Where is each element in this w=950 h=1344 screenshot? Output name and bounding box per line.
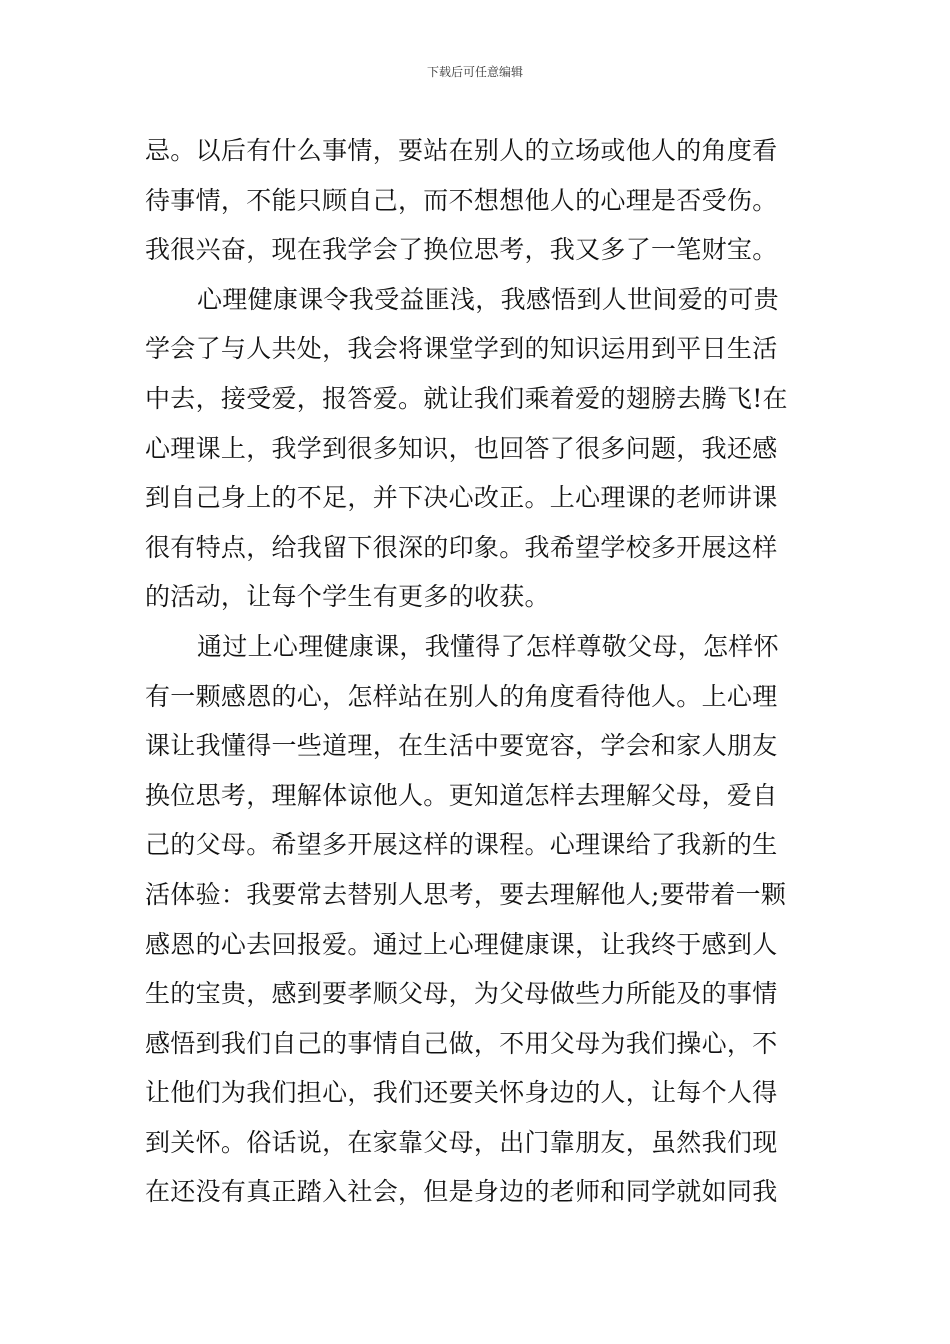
text-line: 在还没有真正踏入社会，但是身边的老师和同学就如同我	[145, 1177, 778, 1207]
page-header: 下载后可任意编辑	[426, 65, 523, 79]
text-line: 到自己身上的不足，并下决心改正。上心理课的老师讲课	[145, 483, 778, 513]
text-line: 让他们为我们担心，我们还要关怀身边的人，让每个人得	[145, 1078, 778, 1108]
text-line: 我很兴奋，现在我学会了换位思考，我又多了一笔财宝。	[145, 235, 778, 265]
text-line: 学会了与人共处，我会将课堂学到的知识运用到平日生活	[145, 334, 778, 364]
paragraph-first-line: 心理健康课令我受益匪浅，我感悟到人世间爱的可贵	[197, 284, 779, 314]
text-line: 的活动，让每个学生有更多的收获。	[145, 582, 550, 612]
paragraph-first-line: 通过上心理健康课，我懂得了怎样尊敬父母，怎样怀	[197, 631, 779, 661]
text-line: 生的宝贵，感到要孝顺父母，为父母做些力所能及的事情	[145, 979, 778, 1009]
document-body	[145, 126, 810, 1217]
text-line: 感悟到我们自己的事情自己做，不用父母为我们操心，不	[145, 1028, 778, 1058]
text-line: 换位思考，理解体谅他人。更知道怎样去理解父母，爱自	[145, 780, 778, 810]
text-line: 中去，接受爱，报答爱。就让我们乘着爱的翅膀去腾飞!在	[145, 383, 788, 413]
text-line: 很有特点，给我留下很深的印象。我希望学校多开展这样	[145, 532, 778, 562]
text-line: 课让我懂得一些道理，在生活中要宽容，学会和家人朋友	[145, 731, 778, 761]
text-line: 有一颗感恩的心，怎样站在别人的角度看待他人。上心理	[145, 681, 778, 711]
text-line: 到关怀。俗话说，在家靠父母，出门靠朋友，虽然我们现	[145, 1127, 778, 1157]
text-line: 待事情，不能只顾自己，而不想想他人的心理是否受伤。	[145, 185, 778, 215]
text-line: 活体验：我要常去替别人思考，要去理解他人;要带着一颗	[145, 879, 787, 909]
text-line: 忌。以后有什么事情，要站在别人的立场或他人的角度看	[145, 136, 778, 165]
text-line: 心理课上，我学到很多知识，也回答了很多问题，我还感	[145, 433, 778, 463]
text-line: 己的父母。希望多开展这样的课程。心理课给了我新的生	[145, 830, 778, 860]
text-line: 感恩的心去回报爱。通过上心理健康课，让我终于感到人	[145, 929, 778, 959]
